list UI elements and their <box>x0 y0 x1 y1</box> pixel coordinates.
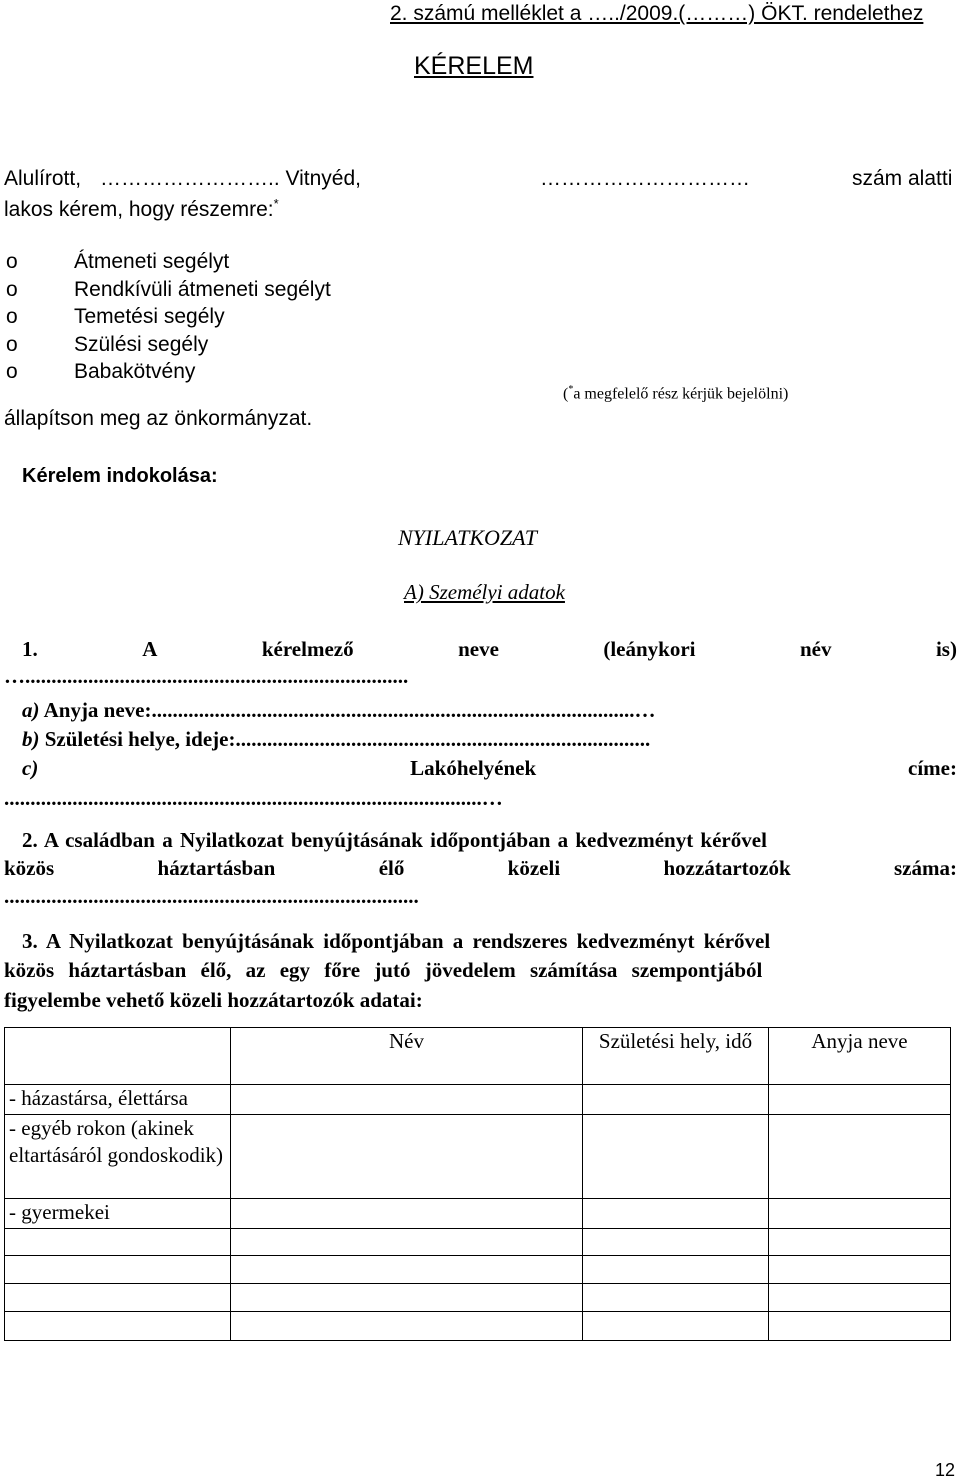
cell-birth[interactable] <box>583 1256 769 1284</box>
cell-name[interactable] <box>231 1085 583 1115</box>
cell-mother[interactable] <box>769 1085 951 1115</box>
cell-name[interactable] <box>231 1229 583 1256</box>
birth-label: Születési helye, ideje: <box>44 727 236 751</box>
item1-word: neve <box>458 637 499 661</box>
cell-mother[interactable] <box>769 1199 951 1229</box>
address-row <box>22 756 957 781</box>
intro-name-blank: …………………….. Vitnyéd, <box>100 167 362 190</box>
cell-name[interactable] <box>231 1312 583 1341</box>
item2-word: hozzátartozók <box>663 856 791 880</box>
cell-birth[interactable] <box>583 1199 769 1229</box>
note-text: a megfelelő rész kérjük bejelölni) <box>573 385 789 403</box>
option-item[interactable] <box>6 303 331 331</box>
option-label: Átmeneti segélyt <box>74 250 230 273</box>
header-cell-birth: Születési hely, idő <box>583 1028 769 1085</box>
address-end-label: címe: <box>908 756 957 780</box>
option-item[interactable] <box>6 331 331 359</box>
annex-reference: 2. számú melléklet a …../2009.(………) ÖKT. rendelethez <box>390 2 924 25</box>
cell-mother[interactable] <box>769 1284 951 1312</box>
footnote-instruction <box>563 384 788 403</box>
row-label <box>5 1229 231 1256</box>
section-a-title: A) Személyi adatok <box>404 580 565 604</box>
item3-line1: 3. A Nyilatkozat benyújtásának időpontjában a rendszeres kedvezményt kérővel <box>22 929 771 953</box>
table-row <box>5 1115 951 1199</box>
cell-mother[interactable] <box>769 1229 951 1256</box>
row-label: - egyéb rokon (akinek eltartásáról gondoskodik) <box>5 1115 231 1199</box>
item2-line1: 2. A családban a Nyilatkozat benyújtásának időpontjában a kedvezményt kérővel <box>22 828 767 852</box>
cell-mother[interactable] <box>769 1115 951 1199</box>
cell-birth[interactable] <box>583 1085 769 1115</box>
option-item[interactable] <box>6 248 331 276</box>
bullet-o: o <box>6 360 18 383</box>
item3-line2: közös háztartásban élő, az egy főre jutó jövedelem számítása szempontjából <box>4 958 763 982</box>
row-label <box>5 1256 231 1284</box>
table-row <box>5 1256 951 1284</box>
header-cell-empty <box>5 1028 231 1085</box>
birth-blank[interactable]: ............................................................................... <box>235 727 651 751</box>
intro-szam-alatti: szám alatti <box>852 167 953 190</box>
table-row <box>5 1199 951 1229</box>
option-label: Babakötvény <box>74 360 196 383</box>
cell-name[interactable] <box>231 1284 583 1312</box>
bullet-o: o <box>6 305 18 328</box>
table-row <box>5 1085 951 1115</box>
option-list <box>6 248 331 386</box>
item2-count-blank[interactable]: ............................................................................... <box>4 884 419 908</box>
address-blank[interactable]: ...........................................................................................… <box>4 786 503 810</box>
item2-word: közeli <box>507 856 561 880</box>
mother-name-label: Anyja neve: <box>43 698 152 722</box>
cell-birth[interactable] <box>583 1312 769 1341</box>
name-blank[interactable]: …......................................................................... <box>4 664 409 688</box>
cell-birth[interactable] <box>583 1229 769 1256</box>
intro-line2 <box>4 196 279 222</box>
table-row <box>5 1312 951 1341</box>
address-label: Lakóhelyének <box>410 756 537 780</box>
page-number: 12 <box>935 1460 956 1480</box>
cell-birth[interactable] <box>583 1115 769 1199</box>
item3-line3: figyelembe vehető közeli hozzátartozók adatai: <box>4 988 423 1012</box>
option-item[interactable] <box>6 276 331 304</box>
label-a: a) <box>22 698 40 722</box>
item1-word: (leánykori <box>603 637 696 661</box>
intro-line2-text: lakos kérem, hogy részemre: <box>4 198 274 221</box>
option-label: Szülési segély <box>74 332 209 356</box>
intro-address-blank: ………………………… <box>540 167 750 190</box>
bullet-o: o <box>6 250 18 273</box>
row-label: - gyermekei <box>5 1199 231 1229</box>
item1-word: A <box>142 637 158 661</box>
item1-word: is) <box>935 637 957 661</box>
birth-row[interactable] <box>22 727 650 752</box>
note-asterisk: * <box>568 384 574 395</box>
mother-name-blank[interactable]: ............................................................................................… <box>151 698 656 722</box>
cell-mother[interactable] <box>769 1256 951 1284</box>
header-cell-name: Név <box>231 1028 583 1085</box>
item2-line2 <box>4 856 957 881</box>
cell-name[interactable] <box>231 1256 583 1284</box>
row-label <box>5 1312 231 1341</box>
header-cell-mother: Anyja neve <box>769 1028 951 1085</box>
item2-word: száma: <box>893 856 957 880</box>
asterisk-mark: * <box>273 196 279 211</box>
item1-word: 1. <box>22 637 38 661</box>
table-header-row <box>5 1028 951 1085</box>
item1-word: név <box>800 637 832 661</box>
table-row <box>5 1284 951 1312</box>
cell-mother[interactable] <box>769 1312 951 1341</box>
form-title: KÉRELEM <box>414 52 534 80</box>
declaration-title: NYILATKOZAT <box>398 525 537 550</box>
bullet-o: o <box>6 277 18 301</box>
option-label: Temetési segély <box>74 305 225 328</box>
item1-word: kérelmező <box>261 637 354 661</box>
note-open: ( <box>563 385 569 403</box>
label-b: b) <box>22 727 40 751</box>
row-label <box>5 1284 231 1312</box>
item2-word: háztartásban <box>157 856 276 880</box>
item2-word: közös <box>4 856 55 880</box>
label-c: c) <box>22 756 39 780</box>
option-item[interactable] <box>6 358 331 386</box>
intro-alulirott: Alulírott, <box>4 167 82 190</box>
cell-birth[interactable] <box>583 1284 769 1312</box>
bullet-o: o <box>6 332 18 356</box>
justification-label: Kérelem indokolása: <box>22 465 218 487</box>
option-label: Rendkívüli átmeneti segélyt <box>74 277 331 301</box>
item1-heading <box>22 637 957 662</box>
closing-sentence: állapítson meg az önkormányzat. <box>4 407 313 430</box>
item2-word: élő <box>378 856 405 880</box>
row-label: - házastársa, élettársa <box>5 1085 231 1115</box>
table-row <box>5 1229 951 1256</box>
cell-name[interactable] <box>231 1199 583 1229</box>
cell-name[interactable] <box>231 1115 583 1199</box>
relatives-table <box>4 1027 951 1341</box>
mother-name-row[interactable] <box>22 698 656 723</box>
